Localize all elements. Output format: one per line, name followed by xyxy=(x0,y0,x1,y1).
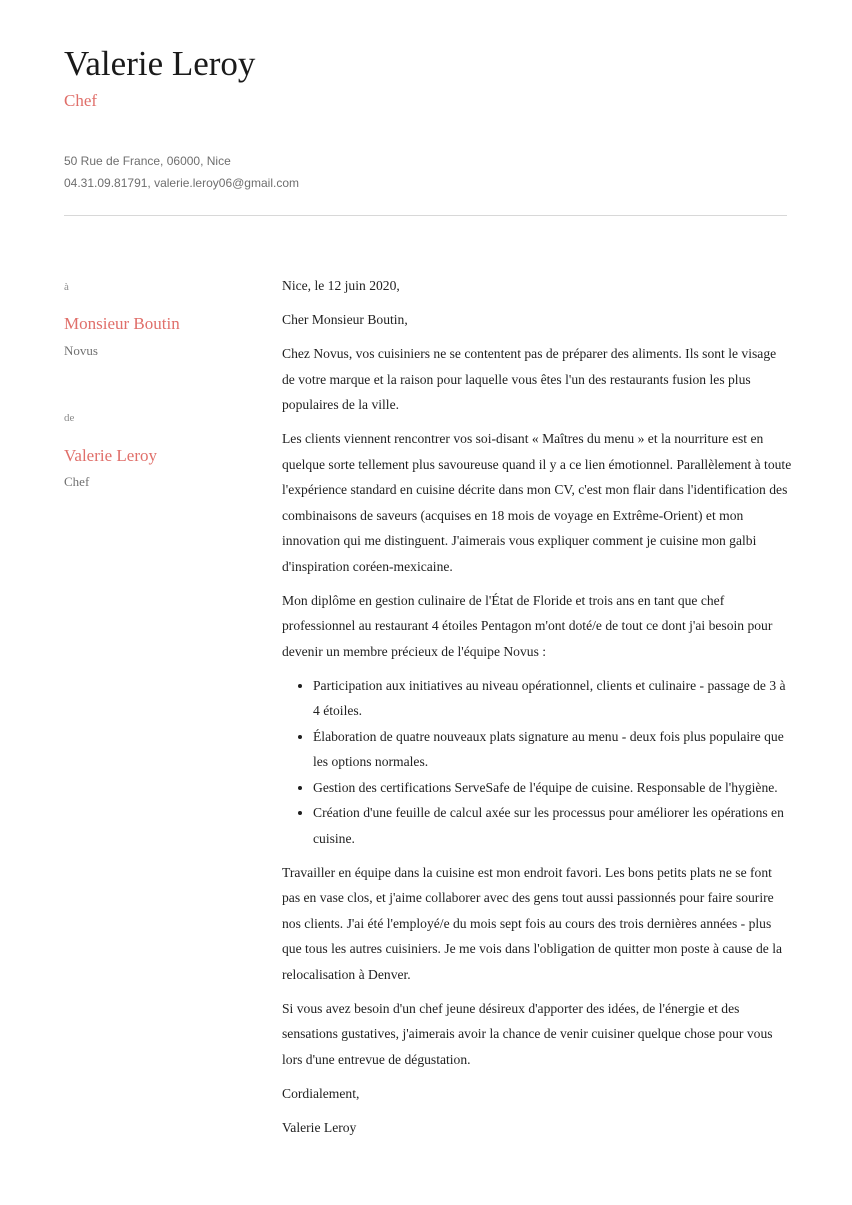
address-line: 50 Rue de France, 06000, Nice xyxy=(64,154,231,168)
letter-signature: Valerie Leroy xyxy=(282,1119,357,1135)
recipient-name: Monsieur Boutin xyxy=(64,314,180,333)
applicant-name: Valerie Leroy xyxy=(64,44,256,83)
letter-paragraph: Travailler en équipe dans la cuisine est mon endroit favori. Les bons petits plats ne se font pas en vase clos, et j'aime collaborer avec des gens tout aussi passionnés pour faire sourire nos clients. J'ai été l'employé/e du mois sept fois au cours des trois dernières années - plus que tous les autres cuisiniers. Je me vois dans l'obligation de quitter mon poste à cause de la relocalisation à Denver. xyxy=(282,864,783,982)
letter-salutation: Cher Monsieur Boutin, xyxy=(282,312,408,327)
sender-name: Valerie Leroy xyxy=(64,446,157,465)
list-item: • Participation aux initiatives au niveau opérationnel, clients et culinaire - passage de 3 à 4 étoiles. xyxy=(313,673,792,724)
applicant-title: Chef xyxy=(64,91,98,110)
letter-paragraph: Les clients viennent rencontrer vos soi-disant « Maîtres du menu » et la nourriture est en quelque sorte tellement plus savoureuse quand il y a ce lien émotionnel. Parallèlement à toute l'expérience standard en cuisine décrite dans mon CV, c'est mon flair dans l'identification des combinaisons de saveurs (acquises en 18 mois de voyage en Extrême-Orient) et mon innovation qui me distinguent. J'aimerais vous expliquer comment je cuisine mon galbi d'inspiration coréen-mexicaine. xyxy=(282,431,792,574)
sender-title: Chef xyxy=(64,474,90,489)
recipient-label: à xyxy=(64,281,69,293)
list-item: • Élaboration de quatre nouveaux plats signature au menu - deux fois plus populaire que les options normales. xyxy=(313,724,792,775)
list-item: • Création d'une feuille de calcul axée sur les processus pour améliorer les opérations en cuisine. xyxy=(313,800,792,851)
list-item: • Gestion des certifications ServeSafe de l'équipe de cuisine. Responsable de l'hygiène. xyxy=(313,775,792,801)
achievements-list xyxy=(282,673,792,852)
letter-paragraph: Chez Novus, vos cuisiniers ne se contentent pas de préparer des aliments. Ils sont le visage de votre marque et la raison pour laquelle vous êtes l'un des restaurants fusion les plus populaires de la ville. xyxy=(282,346,777,412)
letter-paragraph: Si vous avez besoin d'un chef jeune désireux d'apporter des idées, de l'énergie et des sensations gustatives, j'aimerais avoir la chance de venir cuisiner quelque chose pour vous lors d'une entrevue de dégustation. xyxy=(282,1000,773,1067)
letter-paragraph: Mon diplôme en gestion culinaire de l'État de Floride et trois ans en tant que chef professionnel au restaurant 4 étoiles Pentagon m'ont doté/e de tout ce dont j'ai besoin pour devenir un membre précieux de l'équipe Novus : xyxy=(282,592,773,659)
letter-signoff: Cordialement, xyxy=(282,1085,360,1101)
letter-body xyxy=(282,273,792,1149)
phone-email-line: 04.31.09.81791, valerie.leroy06@gmail.com xyxy=(64,176,299,190)
sender-label: de xyxy=(64,412,75,424)
letter-date: Nice, le 12 juin 2020, xyxy=(282,278,400,293)
recipient-company: Novus xyxy=(64,343,98,358)
contact-block xyxy=(64,150,299,194)
header-divider xyxy=(64,215,787,216)
